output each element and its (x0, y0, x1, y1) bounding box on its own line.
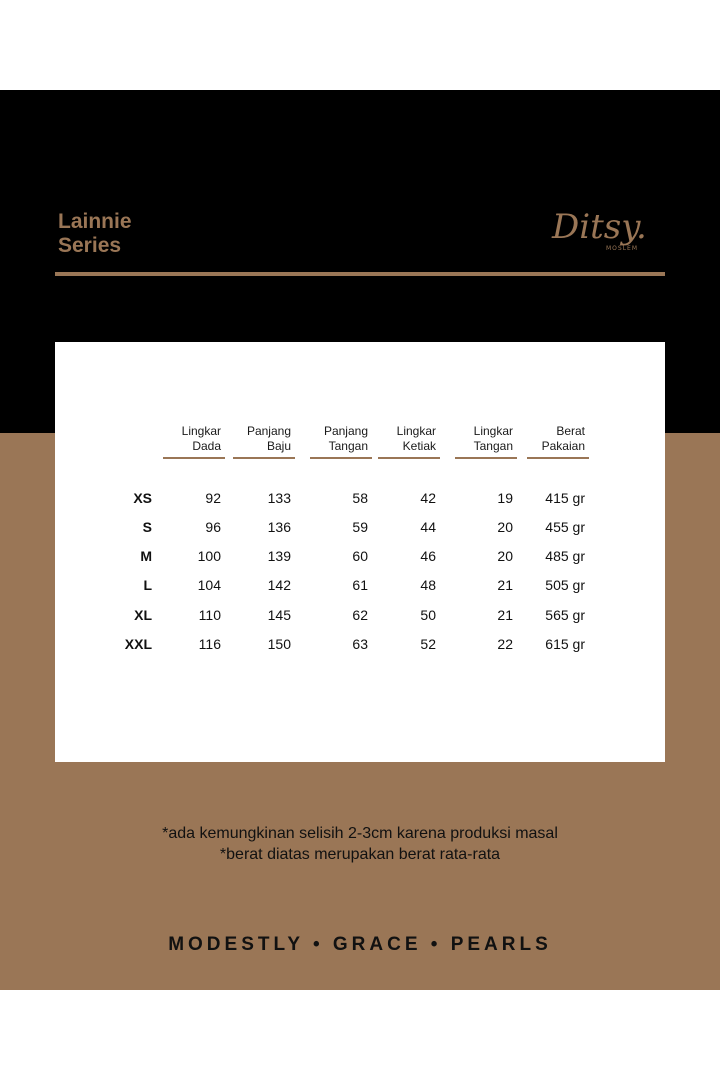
measurement-cell: 58 (352, 490, 368, 506)
column-header-line2: Dada (192, 439, 221, 453)
measurement-cell: 19 (497, 490, 513, 506)
column-header (374, 424, 436, 454)
column-header (159, 424, 221, 454)
measurement-cell: 133 (267, 490, 291, 506)
note-line-1: *ada kemungkinan selisih 2-3cm karena produksi masal (162, 825, 558, 842)
measurement-cell: 22 (497, 636, 513, 652)
size-label: XS (133, 490, 152, 506)
measurement-cell: 48 (420, 577, 436, 593)
column-header-line2: Ketiak (402, 439, 436, 453)
column-header-line1: Lingkar (396, 424, 436, 438)
measurement-cell: 116 (198, 636, 221, 652)
measurement-cell: 20 (497, 548, 513, 564)
measurement-cell: 50 (420, 607, 436, 623)
column-header-underline (378, 457, 440, 459)
column-header-line1: Lingkar (181, 424, 221, 438)
column-header-line2: Tangan (473, 439, 513, 453)
measurement-cell: 21 (497, 577, 513, 593)
note-line-2: *berat diatas merupakan berat rata-rata (219, 846, 501, 863)
column-header-line2: Tangan (328, 439, 368, 453)
column-header-underline (163, 457, 225, 459)
size-label: XXL (124, 636, 152, 652)
measurement-cell: 505 gr (545, 577, 585, 593)
measurement-cell: 150 (267, 636, 291, 652)
measurement-cell: 415 gr (545, 490, 585, 506)
column-header-line1: Panjang (323, 424, 368, 438)
measurement-cell: 60 (352, 548, 368, 564)
measurement-cell: 21 (497, 607, 513, 623)
measurement-cell: 136 (267, 519, 291, 535)
column-header (306, 424, 368, 454)
size-notes (0, 823, 720, 865)
column-header-underline (455, 457, 517, 459)
brand-logo-subtext: MOSLEM (606, 245, 639, 252)
column-header-line1: Lingkar (473, 424, 513, 438)
measurement-cell: 92 (205, 490, 221, 506)
column-header-line2: Pakaian (541, 439, 585, 453)
size-label: L (143, 577, 152, 593)
column-header (451, 424, 513, 454)
column-header-underline (233, 457, 295, 459)
size-label: XL (134, 607, 152, 623)
size-label: M (140, 548, 152, 564)
measurement-cell: 20 (497, 519, 513, 535)
series-title-line1: Lainnie (58, 210, 132, 233)
measurement-cell: 565 gr (545, 607, 585, 623)
measurement-cell: 46 (420, 548, 436, 564)
column-header (523, 424, 585, 454)
series-title (58, 210, 132, 258)
measurement-cell: 62 (352, 607, 368, 623)
size-chart-card (55, 342, 665, 762)
series-title-line2: Series (58, 234, 122, 257)
column-header-underline (310, 457, 372, 459)
brand-logo-text: Ditsy. (552, 207, 647, 247)
header-divider (55, 272, 665, 276)
measurement-cell: 100 (197, 548, 221, 564)
measurement-cell: 61 (352, 577, 368, 593)
measurement-cell: 42 (420, 490, 436, 506)
measurement-cell: 96 (205, 519, 221, 535)
measurement-cell: 104 (197, 577, 221, 593)
measurement-cell: 142 (267, 577, 291, 593)
measurement-cell: 63 (352, 636, 368, 652)
column-header-line1: Berat (556, 424, 585, 438)
column-header-line1: Panjang (246, 424, 291, 438)
column-header (229, 424, 291, 454)
measurement-cell: 44 (420, 519, 436, 535)
measurement-cell: 455 gr (545, 519, 585, 535)
measurement-cell: 52 (420, 636, 436, 652)
measurement-cell: 615 gr (545, 636, 585, 652)
measurement-cell: 145 (267, 607, 291, 623)
brand-logo (548, 200, 670, 256)
size-label: S (142, 519, 152, 535)
column-header-underline (527, 457, 589, 459)
column-header-line2: Baju (266, 439, 291, 453)
measurement-cell: 139 (267, 548, 291, 564)
measurement-cell: 59 (352, 519, 368, 535)
measurement-cell: 110 (198, 607, 221, 623)
brand-tagline: MODESTLY • GRACE • PEARLS (168, 934, 552, 955)
measurement-cell: 485 gr (545, 548, 585, 564)
